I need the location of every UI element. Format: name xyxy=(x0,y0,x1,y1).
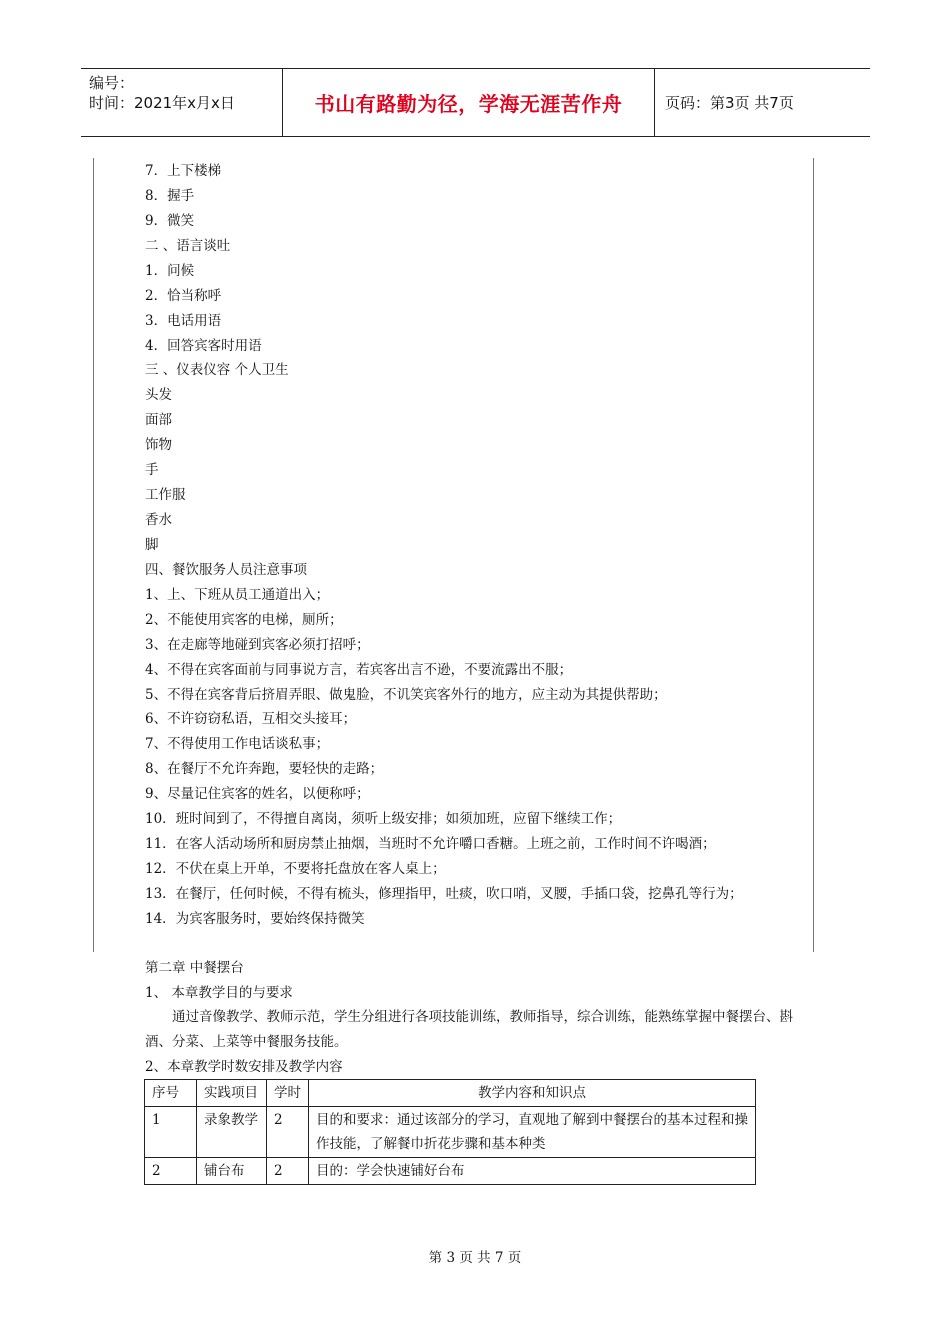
list-item: 5、不得在宾客背后挤眉弄眼、做鬼脸，不讥笑宾客外行的地方，应主动为其提供帮助； xyxy=(145,686,667,703)
list-item: 工作服 xyxy=(145,487,186,504)
row-index: 1 xyxy=(145,1107,197,1158)
header-content: 教学内容和知识点 xyxy=(309,1080,756,1107)
table-row xyxy=(145,1158,756,1185)
header-motto-cell xyxy=(282,69,655,136)
list-item: 饰物 xyxy=(145,437,172,454)
row-hours: 2 xyxy=(267,1158,309,1185)
motto: 书山有路勤为径，学海无涯苦作舟 xyxy=(314,92,623,116)
teaching-plan-table xyxy=(144,1079,756,1185)
list-item: 13．在餐厅，任何时候，不得有梳头，修理指甲，吐痰，吹口哨，叉腰，手插口袋，挖鼻孔等行为； xyxy=(145,885,743,902)
header-left-cell xyxy=(81,69,282,136)
page-footer: 第 3 页 共 7 页 xyxy=(428,1250,522,1266)
header-index: 序号 xyxy=(145,1080,197,1107)
list-item: 7．上下楼梯 xyxy=(145,163,222,179)
list-item: 1、上、下班从员工通道出入； xyxy=(145,586,330,603)
table-row xyxy=(145,1107,756,1158)
row-index: 2 xyxy=(145,1158,197,1185)
row-hours: 2 xyxy=(267,1107,309,1158)
list-item: 香水 xyxy=(145,512,172,529)
list-item: 14．为宾客服务时，要始终保持微笑 xyxy=(145,910,365,927)
list-item: 4、不得在宾客面前与同事说方言，若宾客出言不逊，不要流露出不服； xyxy=(145,661,573,678)
box-right-border xyxy=(813,158,814,952)
list-item: 10．班时间到了，不得擅自离岗，须听上级安排；如须加班，应留下继续工作； xyxy=(145,811,622,828)
list-item: 四、餐饮服务人员注意事项 xyxy=(145,561,307,578)
header-project: 实践项目 xyxy=(197,1080,267,1107)
list-item: 三 、仪表仪容 个人卫生 xyxy=(145,362,289,379)
row-project: 录象教学 xyxy=(197,1107,267,1158)
list-item: 脚 xyxy=(145,536,159,553)
list-item: 2、不能使用宾客的电梯，厕所； xyxy=(145,611,343,628)
page-header xyxy=(81,68,870,137)
list-item: 1．问候 xyxy=(145,262,195,279)
list-item: 2．恰当称呼 xyxy=(145,287,222,304)
list-item: 8、在餐厅不允许奔跑，要轻快的走路； xyxy=(145,761,384,778)
section-1-heading: 1、 本章教学目的与要求 xyxy=(145,985,293,1001)
time-label: 时间：2021年x月x日 xyxy=(89,94,235,112)
list-item: 11．在客人活动场所和厨房禁止抽烟，当班时不允许嚼口香糖。上班之前，工作时间不许喝酒； xyxy=(145,836,716,853)
row-content: 目的和要求：通过该部分的学习，直观地了解到中餐摆台的基本过程和操作技能，了解餐巾折花步骤和基本种类 xyxy=(309,1107,756,1158)
list-item: 3、在走廊等地碰到宾客必须打招呼； xyxy=(145,636,370,653)
list-item: 4．回答宾客时用语 xyxy=(145,337,262,354)
list-item: 面部 xyxy=(145,412,172,429)
row-content: 目的：学会快速铺好台布 xyxy=(309,1158,756,1185)
header-page-cell xyxy=(655,69,870,136)
section-2-heading: 2、本章教学时数安排及教学内容 xyxy=(145,1059,343,1075)
list-item: 6、不许窃窃私语，互相交头接耳； xyxy=(145,711,357,728)
list-item: 7、不得使用工作电话谈私事； xyxy=(145,736,330,753)
list-item: 9．微笑 xyxy=(145,212,195,229)
row-project: 铺台布 xyxy=(197,1158,267,1185)
list-item: 头发 xyxy=(145,387,172,404)
page-label: 页码：第3页 共7页 xyxy=(665,94,794,112)
chapter-title: 第二章 中餐摆台 xyxy=(145,960,244,976)
section-1-paragraph: 通过音像教学、教师示范，学生分组进行各项技能训练，教师指导，综合训练，能熟练掌握中餐摆台、斟酒、分菜、上菜等中餐服务技能。 xyxy=(145,1009,793,1050)
list-item: 9、尽量记住宾客的姓名，以便称呼； xyxy=(145,786,370,803)
list-item: 12．不伏在桌上开单，不要将托盘放在客人桌上； xyxy=(145,861,446,878)
list-item: 8．握手 xyxy=(145,187,195,204)
list-item: 手 xyxy=(145,462,159,479)
serial-label: 编号： xyxy=(89,74,135,92)
list-item: 3．电话用语 xyxy=(145,312,222,329)
header-hours: 学时 xyxy=(267,1080,309,1107)
list-item: 二 、语言谈吐 xyxy=(145,237,231,254)
box-left-border xyxy=(93,158,94,952)
table-header-row xyxy=(145,1080,756,1107)
